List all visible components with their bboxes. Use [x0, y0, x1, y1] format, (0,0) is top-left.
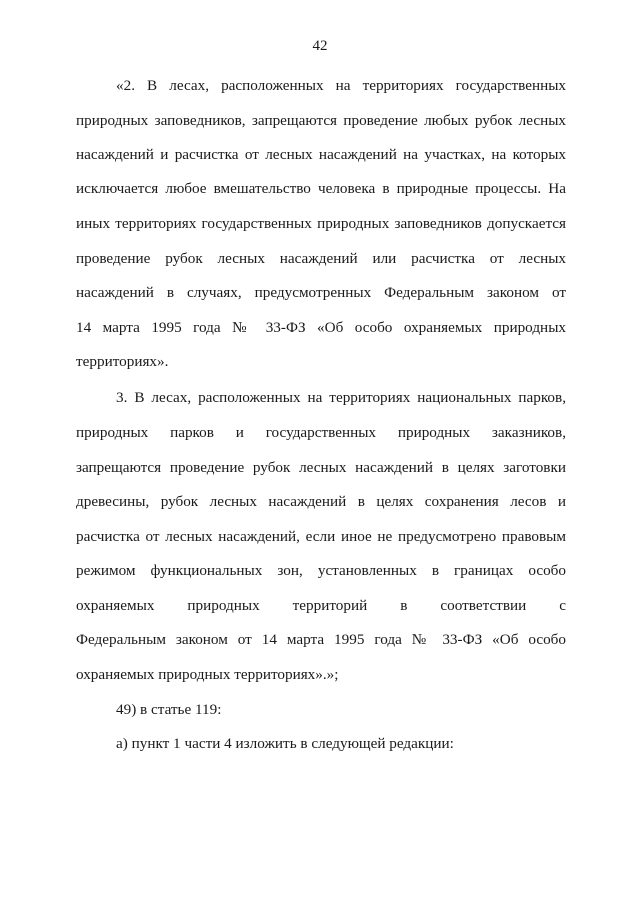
text-line: запрещаются проведение рубок лесных насаждений в целях заготовки [76, 459, 566, 476]
text-line: охраняемых природных территорий в соответствии с [76, 597, 566, 614]
text-line: расчистка от лесных насаждений, если иное не предусмотрено правовым [76, 528, 566, 545]
text-line: территориях». [76, 353, 169, 370]
text-line: охраняемых природных территориях».»; [76, 666, 339, 683]
text-line: 49) в статье 119: [116, 701, 222, 718]
text-line: Федеральным законом от 14 марта 1995 года № 33-ФЗ «Об особо [76, 631, 566, 648]
text-line: насаждений в случаях, предусмотренных Федеральным законом от [76, 284, 566, 301]
text-line: природных парков и государственных природных заказников, [76, 424, 566, 441]
text-line: природных заповедников, запрещаются проведение любых рубок лесных [76, 112, 566, 129]
text-line: иных территориях государственных природных заповедников допускается [76, 215, 566, 232]
text-line: древесины, рубок лесных насаждений в целях сохранения лесов и [76, 493, 566, 510]
text-line: исключается любое вмешательство человека в природные процессы. На [76, 180, 566, 197]
text-line: режимом функциональных зон, установленных в границах особо [76, 562, 566, 579]
text-line: 14 марта 1995 года № 33-ФЗ «Об особо охраняемых природных [76, 319, 566, 336]
page-number: 42 [312, 38, 328, 54]
text-line: насаждений и расчистка от лесных насаждений на участках, на которых [76, 146, 566, 163]
text-line: а) пункт 1 части 4 изложить в следующей редакции: [116, 735, 454, 752]
text-line: 3. В лесах, расположенных на территориях национальных парков, [116, 389, 566, 406]
text-line: проведение рубок лесных насаждений или расчистка от лесных [76, 250, 566, 267]
text-line: «2. В лесах, расположенных на территориях государственных [116, 77, 566, 94]
